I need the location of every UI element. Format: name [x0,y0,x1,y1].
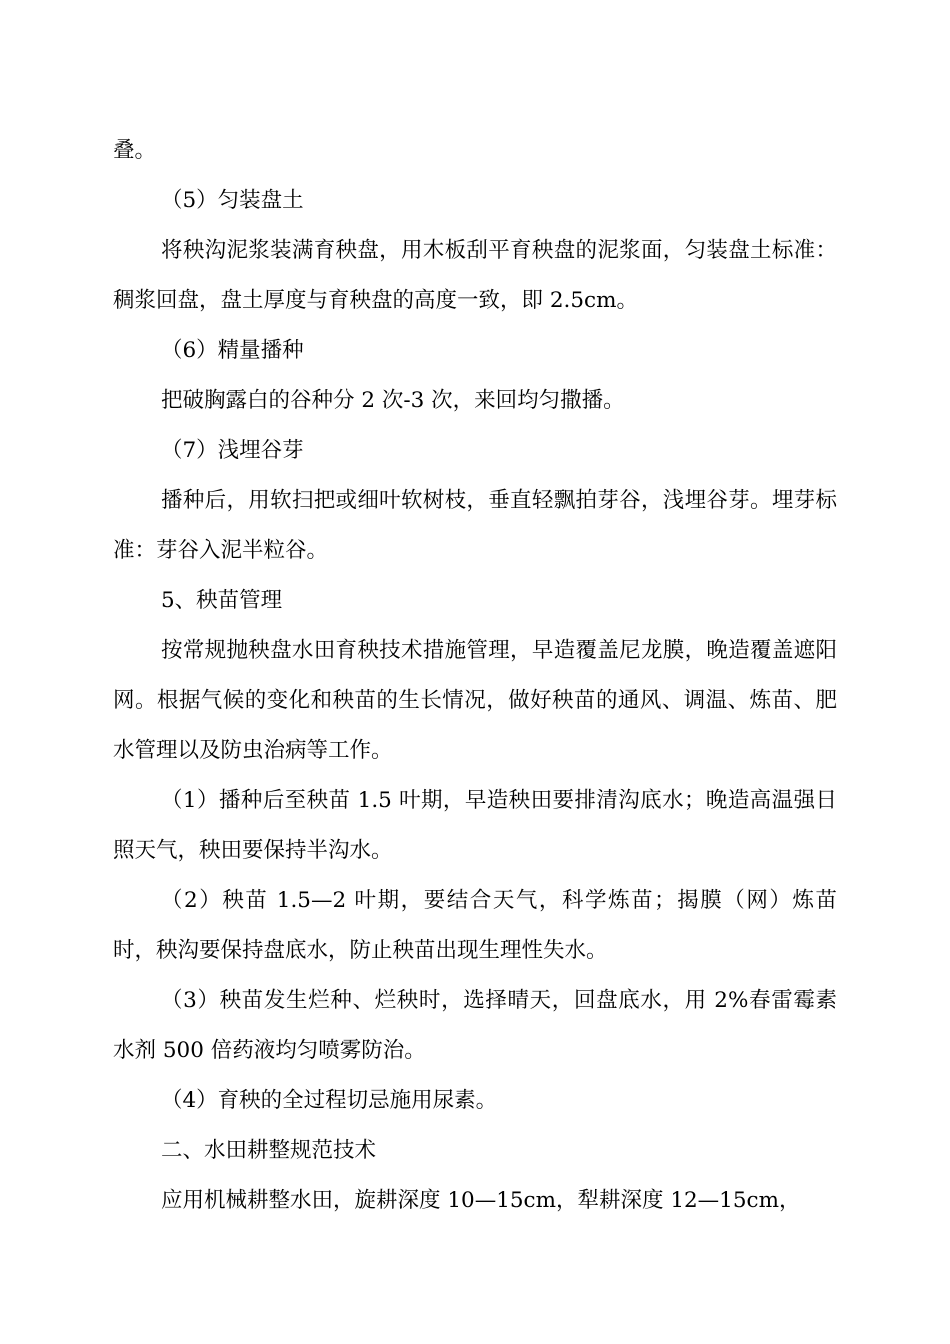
heading-5-soil-filling: （5）匀装盘土 [161,188,304,213]
list-item-3: （3）秧苗发生烂种、烂秧时，选择晴天，回盘底水，用 2%春雷霉素水剂 500 倍药液均匀喷雾防治。 [113,988,837,1063]
heading-seedling-management: 5、秧苗管理 [161,588,283,613]
paragraph-continuation: 叠。 [113,138,157,163]
paragraph-seedling-management: 按常规抛秧盘水田育秧技术措施管理，早造覆盖尼龙膜，晚造覆盖遮阳网。根据气候的变化和秧苗的生长情况，做好秧苗的通风、调温、炼苗、肥水管理以及防虫治病等工作。 [113,638,837,763]
list-item-1: （1）播种后至秧苗 1.5 叶期，早造秧田要排清沟底水；晚造高温强日照天气，秧田要保持半沟水。 [113,788,837,863]
heading-6-precise-sowing: （6）精量播种 [161,338,304,363]
paragraph-shallow-burying: 播种后，用软扫把或细叶软树枝，垂直轻飘拍芽谷，浅埋谷芽。埋芽标准：芽谷入泥半粒谷。 [113,488,837,563]
document-body [113,126,837,1226]
heading-7-shallow-burying: （7）浅埋谷芽 [161,438,304,463]
section-heading-tillage: 二、水田耕整规范技术 [161,1138,377,1163]
list-item-2: （2）秧苗 1.5—2 叶期，要结合天气，科学炼苗；揭膜（网）炼苗时，秧沟要保持盘底水，防止秧苗出现生理性失水。 [113,888,837,963]
paragraph-tillage: 应用机械耕整水田，旋耕深度 10—15cm，犁耕深度 12—15cm， [161,1188,801,1213]
paragraph-precise-sowing: 把破胸露白的谷种分 2 次-3 次，来回均匀撒播。 [161,388,625,413]
paragraph-soil-filling: 将秧沟泥浆装满育秧盘，用木板刮平育秧盘的泥浆面，匀装盘土标准：稠浆回盘，盘土厚度与育秧盘的高度一致，即 2.5cm。 [113,238,837,313]
list-item-4: （4）育秧的全过程切忌施用尿素。 [161,1088,498,1113]
